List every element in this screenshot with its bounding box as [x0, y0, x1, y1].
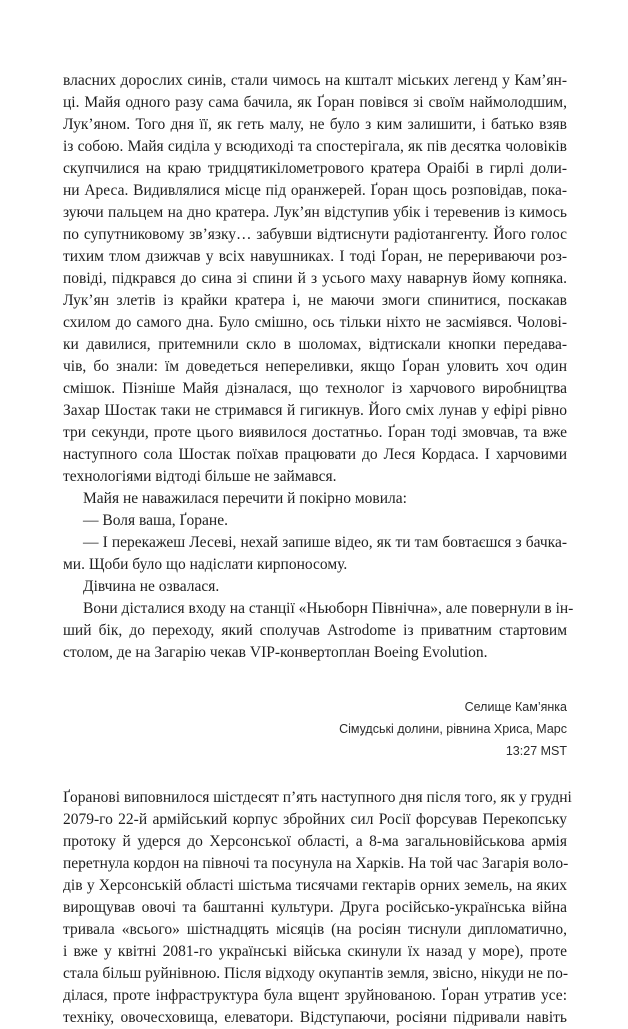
book-page: [63, 0, 574, 1026]
text-line: стала більш руйнівною. Після відходу окупантів земля, звісно, нікуди не по-: [63, 965, 569, 982]
text-line: вирощував овочі та баштанні культури. Друга російсько-українська війна: [63, 899, 567, 916]
text-line: і вже у квітні 2081-го українські війська скинули їх назад у море), проте: [63, 943, 567, 960]
text-line: протоку й удерся до Херсонської області, а 8-ма загальновійськова армія: [63, 833, 567, 850]
dialogue-line: Вони дісталися входу на станції «Ньюборн Північна», але повернули в ін-: [83, 600, 574, 617]
text-line: Лук’ян злетів із крайки кратера і, не маючи змоги спинитися, поскакав: [63, 292, 567, 309]
text-line: схилом до самого дна. Було смішно, ось тільки ніхто не засміявся. Чолові-: [63, 314, 567, 331]
text-line: Ґоранові виповнилося шістдесят п’ять наступного дня після того, як у грудні: [63, 789, 572, 806]
dialogue-line: столом, де на Загарію чекав VIP-конвертоплан Boeing Evolution.: [63, 644, 488, 661]
text-line: по супутниковому зв’язку… забувши відтиснути радіотангенту. Його голос: [63, 226, 567, 243]
location-region: Сімудські долини, рівнина Хриса, Марс: [339, 722, 567, 736]
text-line: перетнула кордон на півночі та посунула на Харків. На той час Загарія воло-: [63, 855, 569, 872]
text-line: ни Ареса. Видивлялися місце під оранжерей. Ґоран щось розповідав, пока-: [63, 182, 567, 199]
text-line: чів, бо знали: їм доведеться непереливки, якщо Ґоран уловить хоч один: [63, 358, 567, 375]
text-line: Лук’яном. Того дня її, як геть малу, не було з ким залишити, і батько взяв: [63, 116, 567, 133]
text-line: техніку, овочесховища, елеватори. Відступаючи, росіяни підривали навіть: [63, 1009, 567, 1026]
text-line: скупчилися на краю тридцятикілометрового кратера Ораібі в гирлі доли-: [63, 160, 567, 177]
text-line: тривала «всього» шістнадцять місяців (на росіян тиснули дипломатично,: [63, 921, 567, 938]
text-line: ділася, проте інфраструктура була вщент зруйнованою. Ґоран утратив усе:: [63, 987, 567, 1004]
text-line: із собою. Майя сиділа у всюдиході та спостерігала, як пів десятка чоловіків: [63, 138, 567, 155]
text-line: тихим тлом дзижчав у всіх навушниках. І тоді Ґоран, не перериваючи роз-: [63, 248, 567, 265]
text-line: зуючи пальцем на дно кратера. Лук’ян відступив убік і теревенив із кимось: [63, 204, 567, 221]
text-line: 2079-го 22-й армійський корпус збройних сил Росії форсував Перекопську: [63, 811, 567, 828]
text-line: ці. Майя одного разу сама бачила, як Ґоран повівся зі своїм наймолодшим,: [63, 94, 567, 111]
text-line: власних дорослих синів, стали чимось на кшталт міських легенд у Кам’ян-: [63, 72, 567, 89]
dialogue-line: — Воля ваша, Ґоране.: [83, 512, 228, 529]
text-line: повіді, підкрався до сина зі спини й з усього маху наварнув йому копняка.: [63, 270, 567, 287]
dialogue-line: Майя не наважилася перечити й покірно мовила:: [83, 490, 407, 507]
text-line: ки давилися, притемнили скло в шоломах, відтискали кнопки передава-: [63, 336, 567, 353]
text-line: технологіями відтоді більше не займався.: [63, 468, 337, 485]
text-line: Захар Шостак таки не стримався й гигикнув. Його сміх лунав у ефірі рівно: [63, 402, 567, 419]
dialogue-line: Дівчина не озвалася.: [83, 578, 220, 595]
text-line: наступного сола Шостак поїхав працювати до Леся Кордаса. І харчовими: [63, 446, 567, 463]
text-line: три секунди, проте цього виявилося достатньо. Ґоран тоді змовчав, та вже: [63, 424, 567, 441]
text-line: смішок. Пізніше Майя дізналася, що технолог із харчового виробництва: [63, 380, 567, 397]
location-time: 13:27 MST: [505, 744, 567, 758]
dialogue-line: ми. Щоби було що надіслати кирпоносому.: [63, 556, 348, 573]
dialogue-line: ший бік, до переходу, який сполучав Astrodome із приватним стартовим: [63, 622, 567, 639]
dialogue-line: — І перекажеш Лесеві, нехай запише відео, як ти там бовтаєшся з бачка-: [83, 534, 567, 551]
location-place: Селище Кам’янка: [464, 700, 567, 714]
text-line: дів у Херсонській області шістьма тисячами гектарів орних земель, на яких: [63, 877, 567, 894]
